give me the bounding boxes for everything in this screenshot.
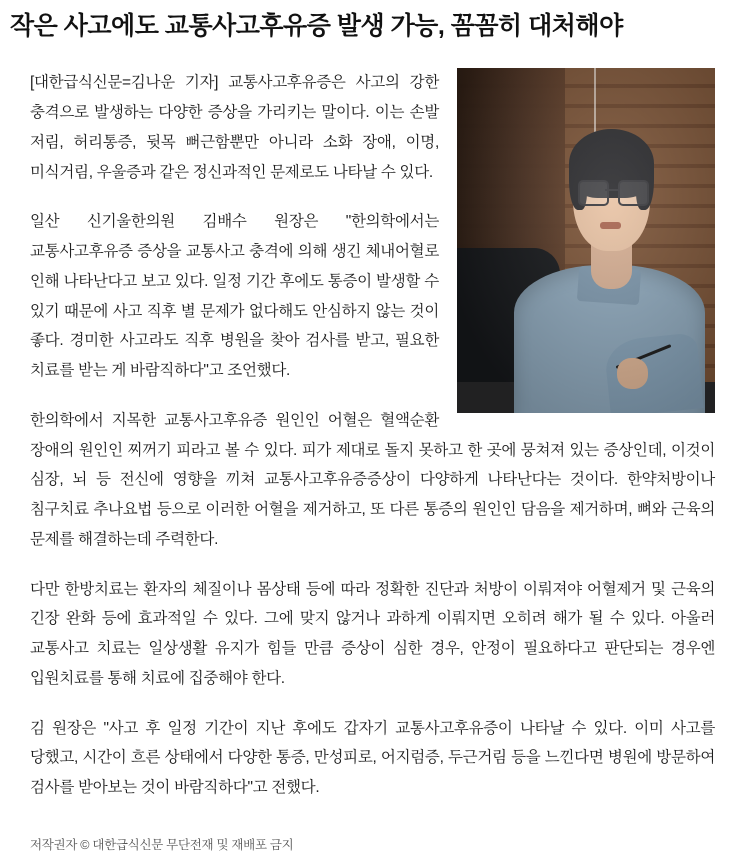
- article-paragraph: [대한급식신문=김나운 기자] 교통사고후유증은 사고의 강한 충격으로 발생하는 다양한 증상을 가리키는 말이다. 이는 손발 저림, 허리통증, 뒷목 뻐근함뿐만 아니라 소화 장애, 이명, 미식거림, 우울증과 같은 정신과적인 문제로도 나타날 수 있다.: [30, 74, 439, 181]
- article-photo: [457, 68, 715, 413]
- photo-person-glasses-left: [578, 180, 609, 205]
- article-paragraph: 김 원장은 "사고 후 일정 기간이 지난 후에도 갑자기 교통사고후유증이 나타날 수 있다. 이미 사고를 당했고, 시간이 흐른 상태에서 다양한 통증, 만성피로, 어지럼증, 두근거림 등을 느낀다면 병원에 방문하여 검사를 받아보는 것이 바람직하다"고 전했다.: [30, 719, 715, 796]
- photo-person-glasses-right: [618, 180, 649, 205]
- photo-person-mouth: [600, 222, 621, 230]
- copyright-section: [0, 823, 743, 853]
- article-paragraph: 한의학에서 지목한 교통사고후유증 원인인 어혈은 혈액순환 장애의 원인인 찌꺼기 피라고 볼 수 있다. 피가 제대로 돌지 못하고 한 곳에 뭉쳐져 있는 증상인데, 이것이 심장, 뇌 등 전신에 영향을 끼쳐 교통사고후유증증상이 다양하게 나타난다는 것이다. 한약처방이나 침구치료 추나요법 등으로 이러한 어혈을 제거하고, 또 다른 통증의 원인인 담음을 제거하며, 뼈와 근육의 문제를 해결하는데 주력한다.: [30, 411, 715, 548]
- page-title: 작은 사고에도 교통사고후유증 발생 가능, 꼼꼼히 대처해야: [10, 12, 623, 40]
- article-figure: [457, 68, 715, 413]
- copyright-notice: 저작권자 © 대한급식신문 무단전재 및 재배포 금지: [30, 837, 294, 852]
- photo-person-hand: [617, 358, 648, 389]
- article-paragraph: 다만 한방치료는 환자의 체질이나 몸상태 등에 따라 정확한 진단과 처방이 이뤄져야 어혈제거 및 근육의 긴장 완화 등에 효과적일 수 있다. 그에 맞지 않거나 과하게 이뤄지면 오히려 해가 될 수 있다. 아울러 교통사고 치료는 일상생활 유지가 힘들 만큼 증상이 심한 경우, 안정이 필요하다고 판단되는 경우엔 입원치료를 통해 치료에 집중해야 한다.: [30, 580, 715, 687]
- article-paragraph: 일산 신기울한의원 김배수 원장은 "한의학에서는 교통사고후유증 증상을 교통사고 충격에 의해 생긴 체내어혈로 인해 나타난다고 보고 있다. 일정 기간 후에도 통증이 발생할 수 있기 때문에 사고 직후 별 문제가 없다해도 안심하지 않는 것이 좋다. 경미한 사고라도 직후 병원을 찾아 검사를 받고, 필요한 치료를 받는 게 바람직하다"고 조언했다.: [30, 213, 439, 379]
- article-body: [0, 44, 743, 803]
- photo-person-glasses-bridge: [605, 189, 618, 191]
